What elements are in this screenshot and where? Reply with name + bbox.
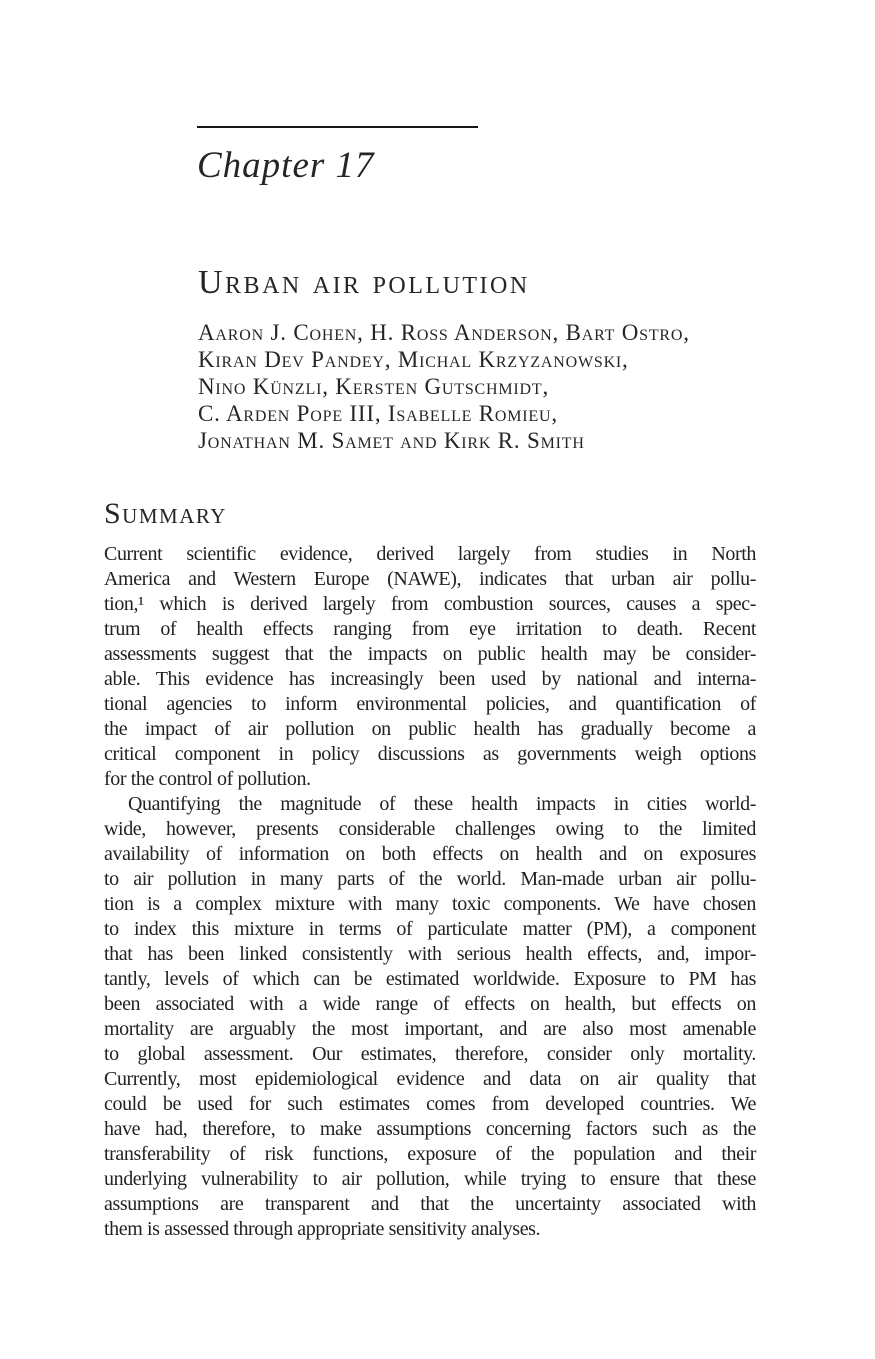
text-line: Currently, most epidemiological evidence and data on air quality that [104, 1068, 756, 1090]
text-line: able. This evidence has increasingly been used by national and interna- [104, 668, 756, 690]
text-line: America and Western Europe (NAWE), indicates that urban air pollu- [104, 568, 756, 590]
text-line: mortality are arguably the most important, and are also most amenable [104, 1018, 756, 1040]
text-line: tional agencies to inform environmental policies, and quantification of [104, 693, 756, 715]
text-line: been associated with a wide range of effects on health, but effects on [104, 993, 756, 1015]
chapter-rule [197, 126, 478, 128]
text-line: them is assessed through appropriate sensitivity analyses. [104, 1218, 541, 1240]
text-line: to index this mixture in terms of particulate matter (PM), a component [104, 918, 756, 940]
text-line: assumptions are transparent and that the uncertainty associated with [104, 1193, 756, 1215]
author-line: Kiran Dev Pandey, Michal Krzyzanowski, [198, 347, 629, 372]
text-line: could be used for such estimates comes from developed countries. We [104, 1093, 756, 1115]
text-line: assessments suggest that the impacts on public health may be consider- [104, 643, 756, 665]
text-line: tion,¹ which is derived largely from combustion sources, causes a spec- [104, 593, 756, 615]
section-heading-summary: Summary [104, 497, 227, 530]
text-line: wide, however, presents considerable challenges owing to the limited [104, 818, 756, 840]
text-line: Quantifying the magnitude of these health impacts in cities world- [128, 793, 756, 815]
text-line: that has been linked consistently with serious health effects, and, impor- [104, 943, 756, 965]
text-line: the impact of air pollution on public health has gradually become a [104, 718, 756, 740]
text-line: tantly, levels of which can be estimated worldwide. Exposure to PM has [104, 968, 756, 990]
author-line: Aaron J. Cohen, H. Ross Anderson, Bart Ostro, [198, 320, 690, 345]
text-line: tion is a complex mixture with many toxic components. We have chosen [104, 893, 756, 915]
authors-block [198, 319, 690, 454]
author-line: Nino Künzli, Kersten Gutschmidt, [198, 374, 549, 399]
author-line: C. Arden Pope III, Isabelle Romieu, [198, 401, 558, 426]
summary-body [104, 542, 756, 1242]
page-title: Urban air pollution [198, 264, 530, 301]
text-line: to global assessment. Our estimates, therefore, consider only mortality. [104, 1043, 756, 1065]
paragraph [104, 542, 756, 792]
text-line: transferability of risk functions, exposure of the population and their [104, 1143, 756, 1165]
text-line: availability of information on both effects on health and on exposures [104, 843, 756, 865]
paragraph [104, 792, 756, 1242]
text-line: underlying vulnerability to air pollution, while trying to ensure that these [104, 1168, 756, 1190]
text-line: for the control of pollution. [104, 768, 311, 790]
text-line: have had, therefore, to make assumptions concerning factors such as the [104, 1118, 756, 1140]
text-line: critical component in policy discussions as governments weigh options [104, 743, 756, 765]
text-line: Current scientific evidence, derived largely from studies in North [104, 543, 756, 565]
text-line: to air pollution in many parts of the world. Man-made urban air pollu- [104, 868, 756, 890]
text-line: trum of health effects ranging from eye irritation to death. Recent [104, 618, 756, 640]
author-line: Jonathan M. Samet and Kirk R. Smith [198, 428, 585, 453]
chapter-number: Chapter 17 [197, 145, 375, 186]
